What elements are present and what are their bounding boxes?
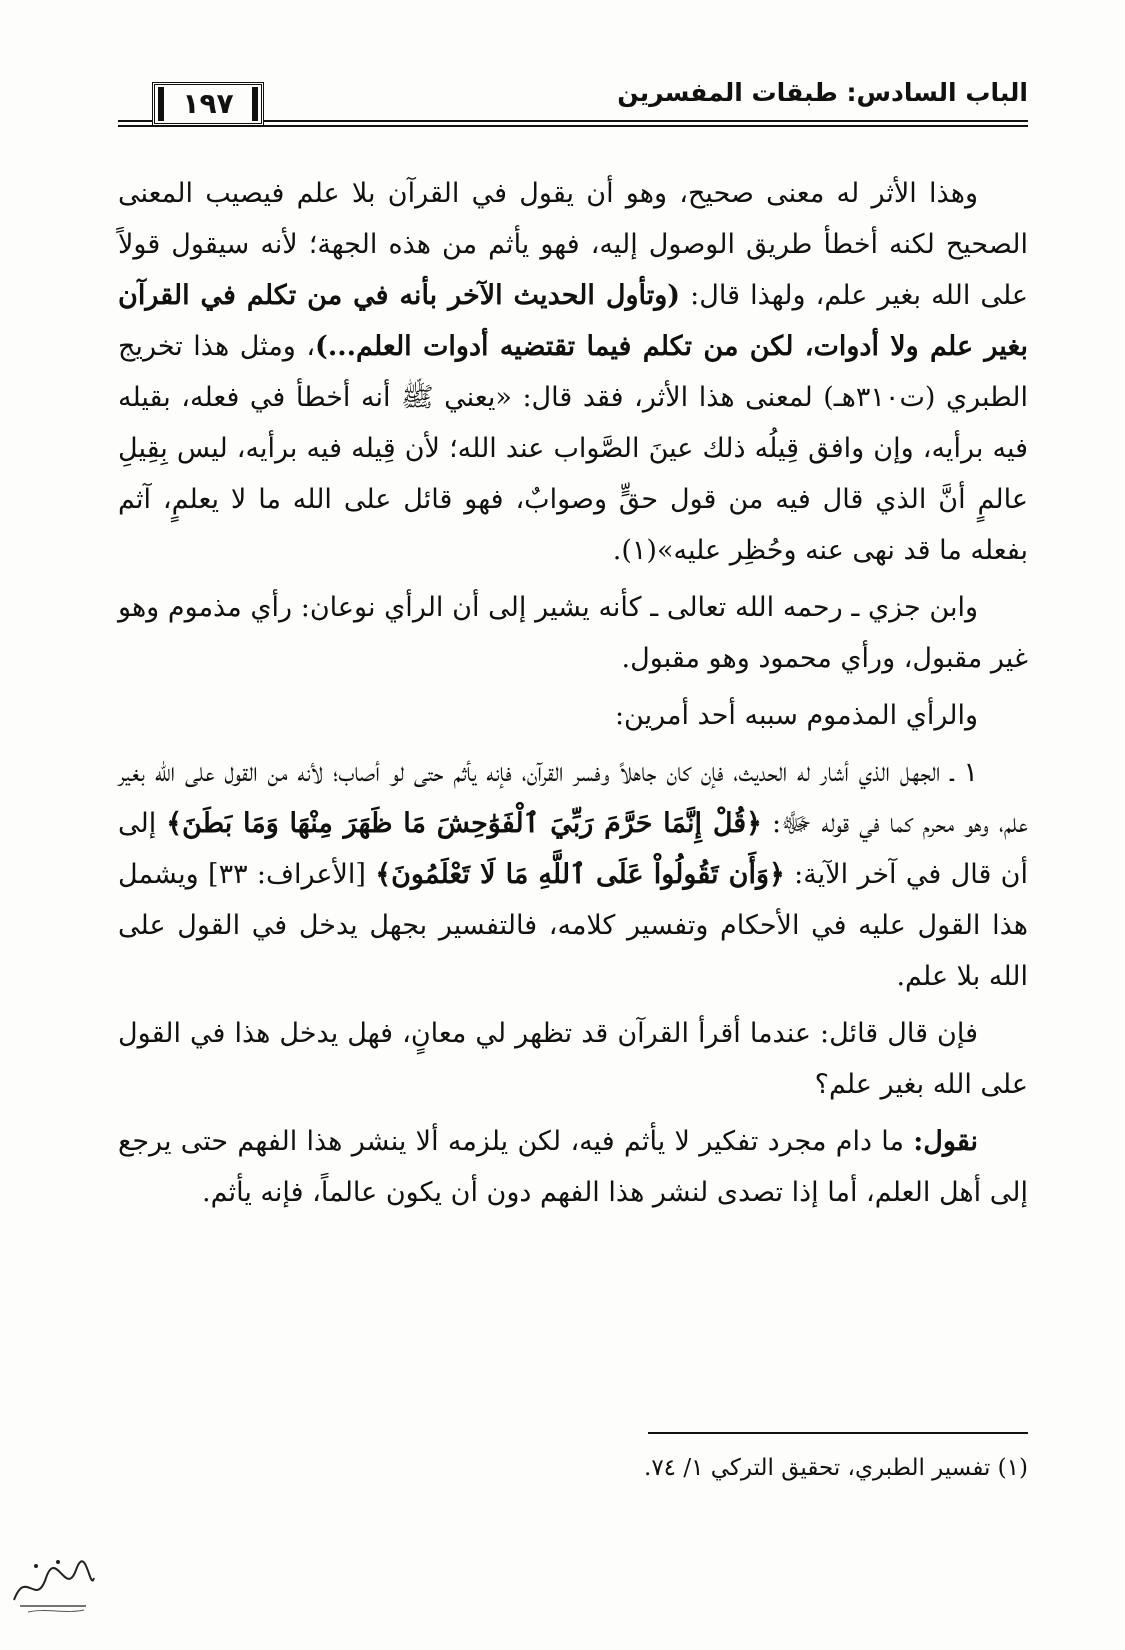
library-stamp-logo-icon [6, 1548, 98, 1618]
text-segment: [الأعراف: ٣٣] ويشمل هذا القول عليه في الأحكام وتفسير كلامه، فالتفسير بجهل يدخل في القول على الله بلا علم. [118, 859, 1028, 992]
text-segment: فإن قال قائل: عندما أقرأ القرآن قد تظهر لي معانٍ، فهل يدخل هذا في القول على الله بغير علم؟ [118, 1018, 1028, 1100]
text-segment: ما دام مجرد تفكير لا يأثم فيه، لكن يلزمه ألا ينشر هذا الفهم حتى يرجع إلى أهل العلم، أما إذا تصدى لنشر هذا الفهم دون أن يكون عالماً، فإنه يأثم. [118, 1126, 1028, 1208]
text-segment: وابن جزي ـ رحمه الله تعالى ـ كأنه يشير إلى أن الرأي نوعان: رأي مذموم وهو غير مقبول، ورأي محمود وهو مقبول. [118, 592, 1028, 674]
chapter-title: الباب السادس: طبقات المفسرين [617, 78, 1028, 107]
paragraph [118, 747, 1028, 1002]
bold-text-segment: ﴿قُلْ إِنَّمَا حَرَّمَ رَبِّيَ ٱلْفَوَٰحِشَ مَا ظَهَرَ مِنْهَا وَمَا بَطَنَ﴾ [166, 808, 762, 839]
text-segment: وهذا الأثر له معنى صحيح، وهو أن يقول في القرآن بلا علم فيصيب المعنى الصحيح لكنه أخطأ طريق الوصول إليه، فهو يأثم من هذه الجهة؛ لأنه سيقول قولاً على الله بغير علم، ولهذا قال: [118, 178, 1028, 311]
footnote: (١) تفسير الطبري، تحقيق التركي ١/ ٧٤. [644, 1455, 1028, 1481]
text-segment: ، ومثل هذا تخريج الطبري (ت٣١٠هـ) لمعنى هذا الأثر، فقد قال: «يعني ﷺ أنه أخطأ في فعله، بقيله فيه برأيه، وإن وافق قِيلُه ذلك عينَ الصَّواب عند الله؛ لأن قِيله فيه برأيه، ليس بِقِيلِ عالمٍ أنَّ الذي قال فيه من قول حقٍّ وصوابٌ، فهو قائل على الله ما لا يعلمٍ، آثم بفعله ما قد نهى عنه وحُظِر عليه»(١). [118, 331, 1028, 566]
text-segment: ١ ـ الجهل الذي أشار له الحديث، فإن كان جاهلاً وفسر القرآن، فإنه يأثم حتى لو أصاب؛ لأنه من القول على الله بغير علم، وهو محرم كما في قوله ﷻ: [118, 757, 1028, 839]
bold-text-segment: (وتأول الحديث الآخر بأنه في من تكلم في القرآن بغير علم ولا أدوات، لكن من تكلم فيما تقتضيه أدوات العلم...) [118, 280, 1028, 362]
bold-text-segment: ﴿وَأَن تَقُولُواْ عَلَى ٱللَّهِ مَا لَا تَعْلَمُونَ﴾ [375, 859, 785, 890]
page-number-box [152, 82, 264, 126]
paragraph [118, 1116, 1028, 1218]
paragraph [118, 582, 1028, 684]
running-header [118, 70, 1028, 130]
body-text [118, 168, 1028, 1224]
footnote-separator [648, 1432, 1028, 1434]
text-segment: والرأي المذموم سببه أحد أمرين: [614, 700, 978, 731]
paragraph [118, 1008, 1028, 1110]
page-number: ١٩٧ [182, 87, 234, 120]
bold-text-segment: نقول: [913, 1126, 978, 1157]
text-segment: إلى أن قال في آخر الآية: [118, 808, 1029, 890]
paragraph [118, 690, 1028, 741]
paragraph [118, 168, 1028, 576]
